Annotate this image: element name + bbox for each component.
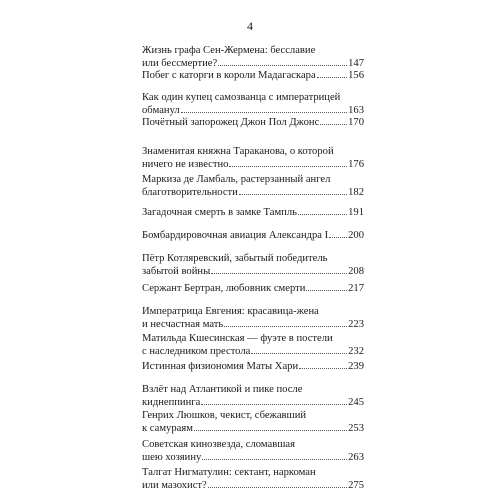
toc-entry-last-line bbox=[142, 187, 364, 200]
toc-entry bbox=[142, 45, 364, 70]
dot-leader bbox=[208, 487, 347, 488]
toc-entry bbox=[142, 92, 364, 117]
toc-entry-title-line: благотворительности bbox=[142, 186, 238, 198]
dot-leader bbox=[306, 290, 347, 291]
toc-entry bbox=[142, 333, 364, 358]
toc-entry-title-line: или мазохист? bbox=[142, 479, 207, 491]
toc-entry-title-line: с наследником престола bbox=[142, 345, 251, 357]
toc-entry-last-line bbox=[142, 480, 364, 493]
dot-leader bbox=[194, 430, 347, 431]
toc-entry bbox=[142, 467, 364, 492]
toc-entry-title-line: или бессмертие? bbox=[142, 57, 218, 69]
toc-entry-title-line: Матильда Кшесинская — фуэте в постели bbox=[142, 333, 333, 344]
toc-entry-title-line: Истинная физиономия Маты Хари bbox=[142, 361, 299, 372]
toc-entry-last-line bbox=[142, 159, 364, 172]
toc-entry-title-line: Бомбардировочная авиация Александра I bbox=[142, 230, 329, 241]
toc-entry-title-line: шею хозяину bbox=[142, 451, 202, 463]
toc-entry-page-number: 245 bbox=[348, 396, 364, 408]
toc-entry bbox=[142, 283, 364, 296]
toc-entry bbox=[142, 230, 364, 243]
toc-entry-title-line: Побег с каторги в короли Мадагаскара bbox=[142, 70, 316, 81]
toc-entry bbox=[142, 117, 364, 130]
toc-entry-title-line: и несчастная мать bbox=[142, 318, 224, 330]
toc-entry-last-line bbox=[142, 397, 364, 410]
dot-leader bbox=[298, 214, 347, 215]
toc-entry-last-line bbox=[142, 58, 364, 71]
toc-entry-last-line bbox=[142, 283, 364, 296]
toc-entry-title-line: Пётр Котляревский, забытый победитель bbox=[142, 253, 328, 264]
toc-entry-page-number: 200 bbox=[348, 230, 364, 241]
toc-entry-page-number: 217 bbox=[348, 283, 364, 294]
toc-entry-page-number: 263 bbox=[348, 451, 364, 463]
dot-leader bbox=[211, 273, 347, 274]
toc-entry-title-line: к самураям bbox=[142, 422, 193, 434]
toc-entry-page-number: 191 bbox=[348, 207, 364, 218]
toc-entry bbox=[142, 70, 364, 83]
dot-leader bbox=[251, 353, 347, 354]
toc-entry bbox=[142, 146, 364, 171]
toc-entry-title-line: обманул bbox=[142, 104, 180, 116]
toc-entry-page-number: 232 bbox=[348, 345, 364, 357]
toc-entry-last-line bbox=[142, 105, 364, 118]
toc-entry-title-line: Как один купец самозванца с императрицей bbox=[142, 92, 341, 103]
page-number: 4 bbox=[247, 19, 253, 33]
toc-entry-title-line: Талгат Нигматулин: сектант, наркоман bbox=[142, 467, 316, 478]
toc-entry-last-line bbox=[142, 207, 364, 220]
toc-entry-last-line bbox=[142, 346, 364, 359]
toc-entry-title-line: Советская кинозвезда, сломавшая bbox=[142, 439, 295, 450]
toc-entry-title-line: Маркиза де Ламбаль, растерзанный ангел bbox=[142, 174, 331, 185]
toc-entry-last-line bbox=[142, 230, 364, 243]
toc-entry-last-line bbox=[142, 361, 364, 374]
toc-entry bbox=[142, 410, 364, 435]
toc-entry-page-number: 275 bbox=[348, 479, 364, 491]
toc-entry-title-line: Генрих Люшков, чекист, сбежавший bbox=[142, 410, 307, 421]
toc-entry-last-line bbox=[142, 117, 364, 130]
toc-entry-page-number: 163 bbox=[348, 104, 364, 116]
dot-leader bbox=[239, 194, 347, 195]
toc-entry-page-number: 239 bbox=[348, 361, 364, 372]
toc-entry-title-line: забытой войны bbox=[142, 265, 211, 277]
toc-entry-page-number: 208 bbox=[348, 265, 364, 277]
dot-leader bbox=[201, 404, 347, 405]
toc-entry bbox=[142, 306, 364, 331]
toc-entry-page-number: 176 bbox=[348, 158, 364, 170]
toc-entry-title-line: Сержант Бертран, любовник смерти bbox=[142, 283, 306, 294]
toc-entry-title-line: Почётный запорожец Джон Пол Джонс bbox=[142, 117, 320, 128]
dot-leader bbox=[224, 326, 347, 327]
toc-entry-last-line bbox=[142, 266, 364, 279]
toc-entry bbox=[142, 174, 364, 199]
toc-entry-last-line bbox=[142, 452, 364, 465]
toc-entry-title-line: Жизнь графа Сен-Жермена: бесславие bbox=[142, 45, 316, 56]
toc-entry-title-line: ничего не известно bbox=[142, 158, 229, 170]
toc-entry-page-number: 147 bbox=[348, 57, 364, 69]
toc-entry-page-number: 156 bbox=[348, 70, 364, 81]
toc-entry bbox=[142, 361, 364, 374]
toc-entry-title-line: Взлёт над Атлантикой и пике после bbox=[142, 384, 303, 395]
dot-leader bbox=[229, 166, 347, 167]
dot-leader bbox=[299, 368, 347, 369]
dot-leader bbox=[320, 124, 347, 125]
toc-entry-last-line bbox=[142, 70, 364, 83]
dot-leader bbox=[329, 237, 347, 238]
dot-leader bbox=[181, 112, 347, 113]
toc-entry-page-number: 182 bbox=[348, 186, 364, 198]
toc-entry-last-line bbox=[142, 319, 364, 332]
toc-entry-title-line: Императрица Евгения: красавица-жена bbox=[142, 306, 319, 317]
toc-entry-title-line: Знаменитая княжна Тараканова, о которой bbox=[142, 146, 334, 157]
dot-leader bbox=[218, 65, 347, 66]
toc-entry-title-line: Загадочная смерть в замке Тампль bbox=[142, 207, 297, 218]
toc-entry-page-number: 170 bbox=[348, 117, 364, 128]
toc-entry-title-line: киднеппинга bbox=[142, 396, 201, 408]
toc-entry-page-number: 223 bbox=[348, 318, 364, 330]
toc-entry bbox=[142, 439, 364, 464]
toc-entry bbox=[142, 207, 364, 220]
toc-entry-last-line bbox=[142, 423, 364, 436]
dot-leader bbox=[317, 77, 347, 78]
toc-entry-page-number: 253 bbox=[348, 422, 364, 434]
toc-entry bbox=[142, 253, 364, 278]
toc-entry bbox=[142, 384, 364, 409]
dot-leader bbox=[202, 459, 347, 460]
